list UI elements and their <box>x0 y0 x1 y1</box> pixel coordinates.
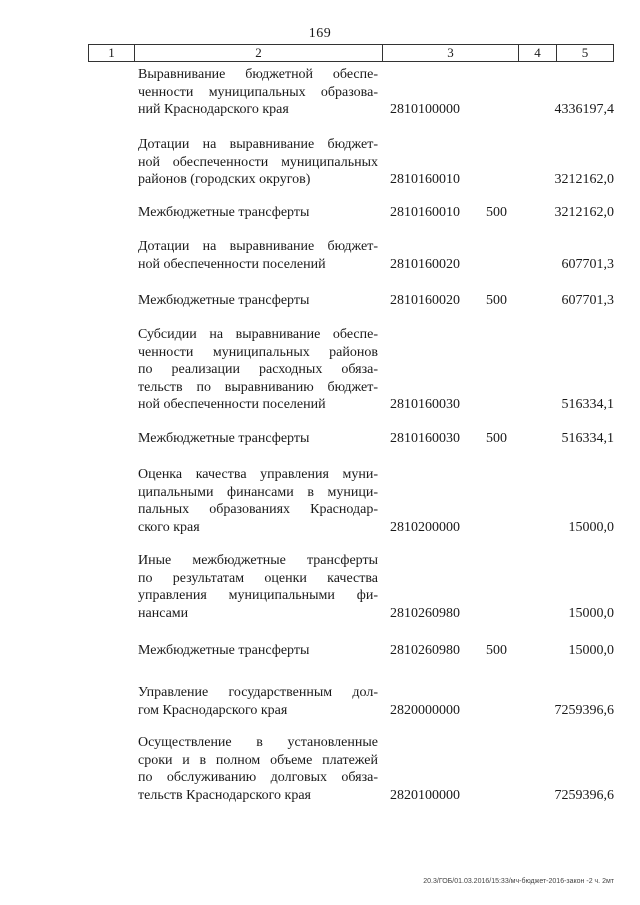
row-code: 2810260980 <box>390 643 460 658</box>
row-code: 2820100000 <box>390 787 460 803</box>
row-amount: 15000,0 <box>568 605 614 621</box>
row-name <box>138 66 378 119</box>
row-amount: 15000,0 <box>568 519 614 535</box>
page-number: 169 <box>308 26 332 41</box>
row-name <box>138 238 378 273</box>
row-code: 2810260980 <box>390 605 460 621</box>
row-amount: 4336197,4 <box>554 102 614 117</box>
row-name-line: гом Краснодарского края <box>138 702 288 718</box>
document-footer: 20.3/ГОБ/01.03.2016/15:33/мч-бюджет-2016-закон -2 ч. 2мт <box>423 878 614 885</box>
row-name-line: Дотации на выравнивание бюджет- <box>138 137 378 152</box>
row-amount: 516334,1 <box>561 431 614 446</box>
row-amount: 607701,3 <box>561 256 614 272</box>
row-name-line: Осуществление в установленные <box>138 735 378 750</box>
row-name <box>138 292 378 310</box>
row-name-line: по реализации расходных обяза- <box>138 362 378 377</box>
row-name-line: ципальными финансами в муници- <box>138 484 378 500</box>
row-name-line: по обслуживанию долговых обяза- <box>138 770 378 785</box>
row-name-line: тельств Краснодарского края <box>138 787 311 803</box>
row-amount: 3212162,0 <box>554 205 614 220</box>
column-header-1: 1 <box>89 45 135 61</box>
row-name <box>138 136 378 189</box>
row-amount: 3212162,0 <box>554 172 614 187</box>
row-name <box>138 430 378 448</box>
row-name <box>138 734 378 804</box>
row-name-line: Дотации на выравнивание бюджет- <box>138 239 378 254</box>
row-code: 2810160020 <box>390 256 460 272</box>
row-amount: 15000,0 <box>568 643 614 658</box>
column-header-5: 5 <box>581 45 589 60</box>
row-amount: 516334,1 <box>561 397 614 412</box>
row-code: 2810160030 <box>390 431 460 446</box>
column-header-4: 4 <box>519 45 557 61</box>
row-name-line: ной обеспеченности поселений <box>138 256 326 272</box>
row-code: 2810160010 <box>390 172 460 187</box>
row-name <box>138 552 378 622</box>
row-name <box>138 204 378 222</box>
row-name-line: Иные межбюджетные трансферты <box>138 553 378 568</box>
row-name-line: ченности муниципальных районов <box>138 344 378 360</box>
row-code: 2810160010 <box>390 205 460 220</box>
row-name-line: ной обеспеченности муниципальных <box>138 154 378 170</box>
row-name-line: Управление государственным дол- <box>138 685 378 700</box>
row-name-line: сроки и в полном объеме платежей <box>138 752 378 768</box>
row-name-line: Межбюджетные трансферты <box>138 431 310 446</box>
row-name-line: ченности муниципальных образова- <box>138 84 378 100</box>
row-name-line: управления муниципальными фи- <box>138 588 378 603</box>
row-amount: 7259396,6 <box>554 787 614 803</box>
column-header-table <box>88 44 614 62</box>
row-name-line: районов (городских округов) <box>138 172 311 187</box>
row-name-line: Межбюджетные трансферты <box>138 205 310 220</box>
row-code: 2810160030 <box>390 397 460 412</box>
row-amount: 607701,3 <box>561 293 614 308</box>
row-amount: 7259396,6 <box>554 702 614 718</box>
row-name-line: ского края <box>138 519 200 535</box>
row-name-line: Межбюджетные трансферты <box>138 293 310 308</box>
row-code: 2810160020 <box>390 293 460 308</box>
row-name-line: Субсидии на выравнивание обеспе- <box>138 327 378 342</box>
row-expense-type: 500 <box>486 643 507 658</box>
row-expense-type: 500 <box>486 431 507 446</box>
row-name-line: Оценка качества управления муни- <box>138 467 378 482</box>
row-name-line: ной обеспеченности поселений <box>138 397 326 412</box>
column-header-3: 3 <box>383 45 519 61</box>
row-expense-type: 500 <box>486 205 507 220</box>
column-header-2: 2 <box>135 45 383 61</box>
row-code: 2820000000 <box>390 702 460 718</box>
row-name <box>138 684 378 719</box>
row-name-line: ний Краснодарского края <box>138 102 289 117</box>
row-name-line: по результатам оценки качества <box>138 570 378 586</box>
row-name-line: нансами <box>138 605 189 621</box>
row-expense-type: 500 <box>486 293 507 308</box>
row-name-line: пальных образованиях Краснодар- <box>138 502 378 517</box>
row-name-line: тельств по выравниванию бюджет- <box>138 379 378 395</box>
row-code: 2810200000 <box>390 519 460 535</box>
row-name <box>138 466 378 536</box>
row-name <box>138 642 378 660</box>
row-code: 2810100000 <box>390 102 460 117</box>
row-name-line: Выравнивание бюджетной обеспе- <box>138 67 378 82</box>
row-name-line: Межбюджетные трансферты <box>138 643 310 658</box>
row-name <box>138 326 378 414</box>
